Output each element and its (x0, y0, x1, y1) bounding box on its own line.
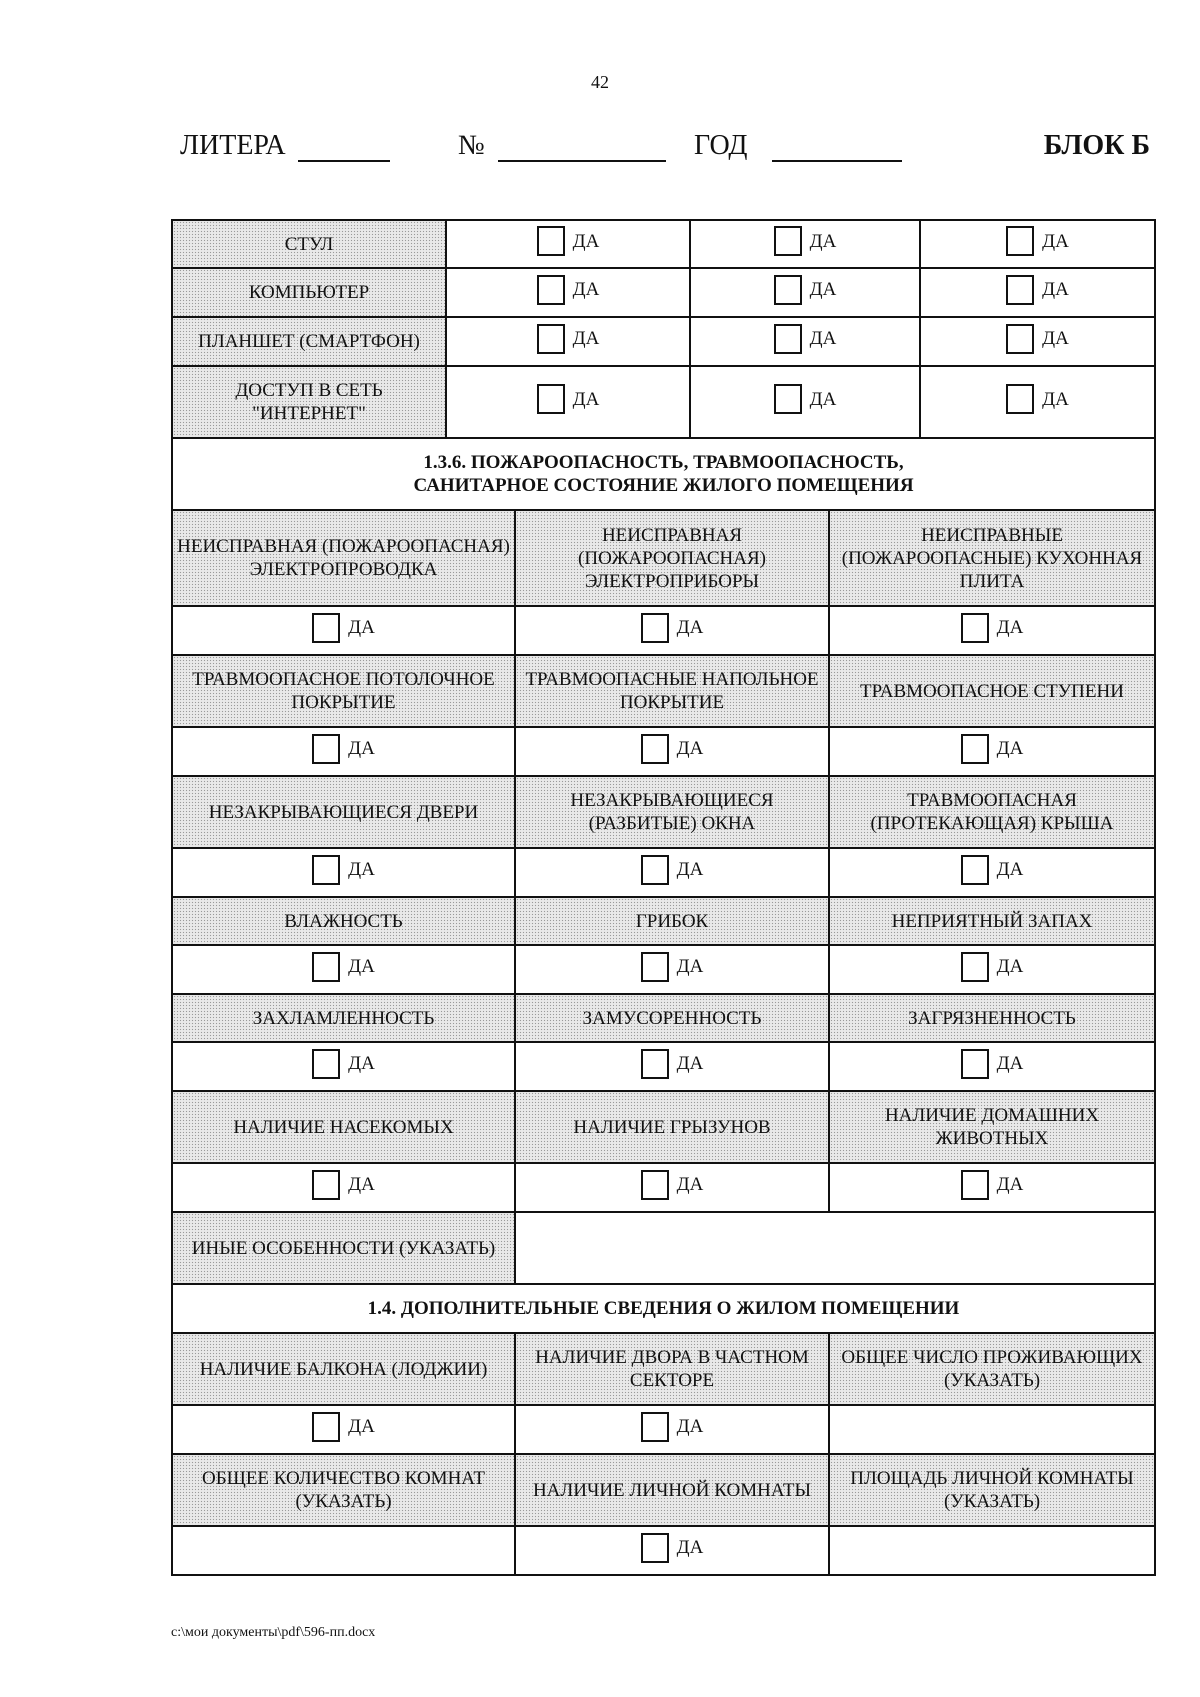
hazard-checkbox-row (172, 1042, 1155, 1091)
checkbox-cell (515, 848, 829, 897)
checkbox-label: ДА (1042, 388, 1069, 410)
checkbox-cell (515, 1042, 829, 1091)
checkbox[interactable] (774, 324, 802, 354)
equipment-label: ДОСТУП В СЕТЬ "ИНТЕРНЕТ" (172, 366, 446, 438)
checkbox[interactable] (1006, 275, 1034, 305)
checkbox-label: ДА (676, 859, 704, 880)
additional-input-row (172, 1405, 1155, 1454)
checkbox[interactable] (774, 384, 802, 414)
checkbox[interactable] (641, 855, 669, 885)
checkbox-cell (446, 268, 690, 317)
hazard-label: НАЛИЧИЕ ДОМАШНИХ ЖИВОТНЫХ (829, 1091, 1155, 1163)
checkbox-cell (829, 945, 1155, 994)
checkbox[interactable] (1006, 226, 1034, 256)
other-features-field[interactable] (515, 1212, 1155, 1284)
section-title: 1.4. ДОПОЛНИТЕЛЬНЫЕ СВЕДЕНИЯ О ЖИЛОМ ПОМЕЩЕНИИ (172, 1284, 1155, 1333)
hazard-label-row (172, 510, 1155, 606)
checkbox[interactable] (312, 1170, 340, 1200)
checkbox-label: ДА (676, 1053, 704, 1074)
checkbox[interactable] (641, 952, 669, 982)
checkbox-cell (172, 1042, 515, 1091)
additional-label: НАЛИЧИЕ ЛИЧНОЙ КОМНАТЫ (515, 1454, 829, 1526)
checkbox-label: ДА (348, 738, 375, 759)
checkbox-cell (172, 945, 515, 994)
checkbox-cell (690, 366, 920, 438)
checkbox-cell (829, 606, 1155, 655)
equipment-label: КОМПЬЮТЕР (172, 268, 446, 317)
checkbox[interactable] (961, 952, 989, 982)
equipment-label: ПЛАНШЕТ (СМАРТФОН) (172, 317, 446, 366)
checkbox-cell (690, 268, 920, 317)
checkbox-label: ДА (572, 328, 600, 349)
hazard-label: НАЛИЧИЕ ГРЫЗУНОВ (515, 1091, 829, 1163)
hazard-label-row (172, 994, 1155, 1042)
file-path-footer: c:\мои документы\pdf\596-пп.docx (171, 1625, 376, 1640)
checkbox-label: ДА (1042, 230, 1069, 252)
survey-form-table (171, 219, 1156, 1576)
hazard-label: НЕЗАКРЫВАЮЩИЕСЯ (РАЗБИТЫЕ) ОКНА (515, 776, 829, 848)
checkbox[interactable] (312, 613, 340, 643)
checkbox-cell (920, 317, 1155, 366)
additional-label: ОБЩЕЕ КОЛИЧЕСТВО КОМНАТ (УКАЗАТЬ) (172, 1454, 515, 1526)
checkbox-cell (172, 727, 515, 776)
checkbox-label: ДА (676, 617, 704, 638)
checkbox-label: ДА (809, 230, 837, 252)
checkbox-label: ДА (348, 859, 375, 880)
checkbox-label: ДА (996, 1053, 1024, 1074)
checkbox[interactable] (641, 1049, 669, 1079)
additional-label: ПЛОЩАДЬ ЛИЧНОЙ КОМНАТЫ (УКАЗАТЬ) (829, 1454, 1155, 1526)
hazard-label-row (172, 776, 1155, 848)
checkbox[interactable] (537, 324, 565, 354)
equipment-label: СТУЛ (172, 220, 446, 268)
checkbox-label: ДА (572, 230, 600, 252)
room-area-field[interactable] (829, 1526, 1155, 1575)
block-label: БЛОК Б (1043, 130, 1150, 161)
checkbox-label: ДА (996, 738, 1024, 759)
checkbox[interactable] (774, 275, 802, 305)
checkbox-cell (515, 727, 829, 776)
section-title-line: САНИТАРНОЕ СОСТОЯНИЕ ЖИЛОГО ПОМЕЩЕНИЯ (413, 475, 914, 496)
checkbox-cell (172, 606, 515, 655)
other-features-row (172, 1212, 1155, 1284)
checkbox-label: ДА (348, 1174, 375, 1195)
hazard-label-row (172, 897, 1155, 945)
section-title (172, 438, 1155, 510)
hazard-checkbox-row (172, 606, 1155, 655)
hazard-label: ТРАВМООПАСНЫЕ НАПОЛЬНОЕ ПОКРЫТИЕ (515, 655, 829, 727)
additional-label-row (172, 1333, 1155, 1405)
checkbox-label: ДА (348, 1053, 375, 1074)
equipment-row (172, 366, 1155, 438)
checkbox-label: ДА (996, 617, 1024, 638)
checkbox[interactable] (961, 734, 989, 764)
checkbox-label: ДА (676, 956, 704, 977)
checkbox[interactable] (537, 226, 565, 256)
checkbox[interactable] (1006, 324, 1034, 354)
checkbox-cell (690, 220, 920, 268)
checkbox-cell (829, 848, 1155, 897)
checkbox-cell (515, 1526, 829, 1575)
checkbox-cell (515, 1163, 829, 1212)
checkbox[interactable] (641, 1412, 669, 1442)
hazard-label: ТРАВМООПАСНОЕ СТУПЕНИ (829, 655, 1155, 727)
checkbox-cell (829, 1042, 1155, 1091)
checkbox-label: ДА (348, 1416, 375, 1437)
hazard-label: НЕПРИЯТНЫЙ ЗАПАХ (829, 897, 1155, 945)
checkbox-cell (446, 366, 690, 438)
checkbox-label: ДА (348, 617, 375, 638)
checkbox[interactable] (312, 1412, 340, 1442)
litera-label: ЛИТЕРА (180, 130, 286, 161)
checkbox-label: ДА (996, 859, 1024, 880)
checkbox-label: ДА (676, 1416, 704, 1437)
checkbox-label: ДА (809, 279, 837, 300)
checkbox[interactable] (312, 734, 340, 764)
additional-label-row (172, 1454, 1155, 1526)
hazard-label: НЕЗАКРЫВАЮЩИЕСЯ ДВЕРИ (172, 776, 515, 848)
checkbox-cell (690, 317, 920, 366)
checkbox[interactable] (312, 855, 340, 885)
checkbox-label: ДА (996, 1174, 1024, 1195)
checkbox-label: ДА (676, 1174, 704, 1195)
hazard-checkbox-row (172, 1163, 1155, 1212)
year-field[interactable] (772, 160, 902, 162)
checkbox-cell (829, 727, 1155, 776)
checkbox-cell (515, 606, 829, 655)
page-number: 42 (591, 72, 609, 92)
checkbox[interactable] (961, 613, 989, 643)
section-header-row (172, 1284, 1155, 1333)
number-label: № (458, 130, 485, 161)
checkbox-cell (446, 220, 690, 268)
other-features-label: ИНЫЕ ОСОБЕННОСТИ (УКАЗАТЬ) (172, 1212, 515, 1284)
checkbox-cell (172, 1405, 515, 1454)
number-field[interactable] (498, 160, 666, 162)
hazard-checkbox-row (172, 727, 1155, 776)
hazard-checkbox-row (172, 945, 1155, 994)
checkbox-label: ДА (1042, 279, 1069, 300)
form-header (180, 130, 1150, 170)
checkbox[interactable] (641, 1533, 669, 1563)
year-label: ГОД (694, 130, 748, 161)
additional-input-row (172, 1526, 1155, 1575)
checkbox-cell (515, 945, 829, 994)
checkbox-cell (920, 220, 1155, 268)
checkbox[interactable] (961, 1049, 989, 1079)
litera-field[interactable] (298, 160, 390, 162)
checkbox-label: ДА (348, 956, 375, 977)
hazard-label: ГРИБОК (515, 897, 829, 945)
checkbox-cell (920, 268, 1155, 317)
checkbox[interactable] (312, 1049, 340, 1079)
checkbox-cell (920, 366, 1155, 438)
checkbox-cell (829, 1163, 1155, 1212)
section-header-row (172, 438, 1155, 510)
hazard-label-row (172, 1091, 1155, 1163)
equipment-row (172, 317, 1155, 366)
checkbox[interactable] (961, 855, 989, 885)
checkbox-cell (515, 1405, 829, 1454)
additional-label: НАЛИЧИЕ ДВОРА В ЧАСТНОМ СЕКТОРЕ (515, 1333, 829, 1405)
residents-count-field[interactable] (829, 1405, 1155, 1454)
checkbox[interactable] (641, 734, 669, 764)
checkbox[interactable] (537, 275, 565, 305)
checkbox[interactable] (774, 226, 802, 256)
checkbox-label: ДА (1042, 328, 1069, 349)
checkbox-cell (446, 317, 690, 366)
section-title-line: 1.3.6. ПОЖАРООПАСНОСТЬ, ТРАВМООПАСНОСТЬ, (423, 452, 904, 473)
checkbox[interactable] (1006, 384, 1034, 414)
checkbox-cell (172, 1163, 515, 1212)
checkbox-label: ДА (676, 1537, 704, 1558)
hazard-label: ЗАГРЯЗНЕННОСТЬ (829, 994, 1155, 1042)
hazard-label: НАЛИЧИЕ НАСЕКОМЫХ (172, 1091, 515, 1163)
equipment-row (172, 268, 1155, 317)
hazard-label: ЗАМУСОРЕННОСТЬ (515, 994, 829, 1042)
checkbox[interactable] (961, 1170, 989, 1200)
hazard-label-row (172, 655, 1155, 727)
rooms-count-field[interactable] (172, 1526, 515, 1575)
checkbox[interactable] (537, 384, 565, 414)
checkbox-label: ДА (809, 388, 837, 410)
hazard-label: ЗАХЛАМЛЕННОСТЬ (172, 994, 515, 1042)
hazard-label: ТРАВМООПАСНАЯ (ПРОТЕКАЮЩАЯ) КРЫША (829, 776, 1155, 848)
equipment-row (172, 220, 1155, 268)
checkbox-label: ДА (676, 738, 704, 759)
checkbox[interactable] (312, 952, 340, 982)
additional-label: НАЛИЧИЕ БАЛКОНА (ЛОДЖИИ) (172, 1333, 515, 1405)
checkbox[interactable] (641, 1170, 669, 1200)
checkbox-label: ДА (996, 956, 1024, 977)
checkbox-label: ДА (572, 388, 600, 410)
checkbox-label: ДА (809, 328, 837, 349)
checkbox-cell (172, 848, 515, 897)
hazard-label: ТРАВМООПАСНОЕ ПОТОЛОЧНОЕ ПОКРЫТИЕ (172, 655, 515, 727)
hazard-label: НЕИСПРАВНЫЕ (ПОЖАРООПАСНЫЕ) КУХОННАЯ ПЛИТА (829, 510, 1155, 606)
hazard-label: НЕИСПРАВНАЯ (ПОЖАРООПАСНАЯ) ЭЛЕКТРОПРОВОДКА (172, 510, 515, 606)
additional-label: ОБЩЕЕ ЧИСЛО ПРОЖИВАЮЩИХ (УКАЗАТЬ) (829, 1333, 1155, 1405)
hazard-label: ВЛАЖНОСТЬ (172, 897, 515, 945)
checkbox[interactable] (641, 613, 669, 643)
checkbox-label: ДА (572, 279, 600, 300)
hazard-checkbox-row (172, 848, 1155, 897)
hazard-label: НЕИСПРАВНАЯ (ПОЖАРООПАСНАЯ) ЭЛЕКТРОПРИБОРЫ (515, 510, 829, 606)
